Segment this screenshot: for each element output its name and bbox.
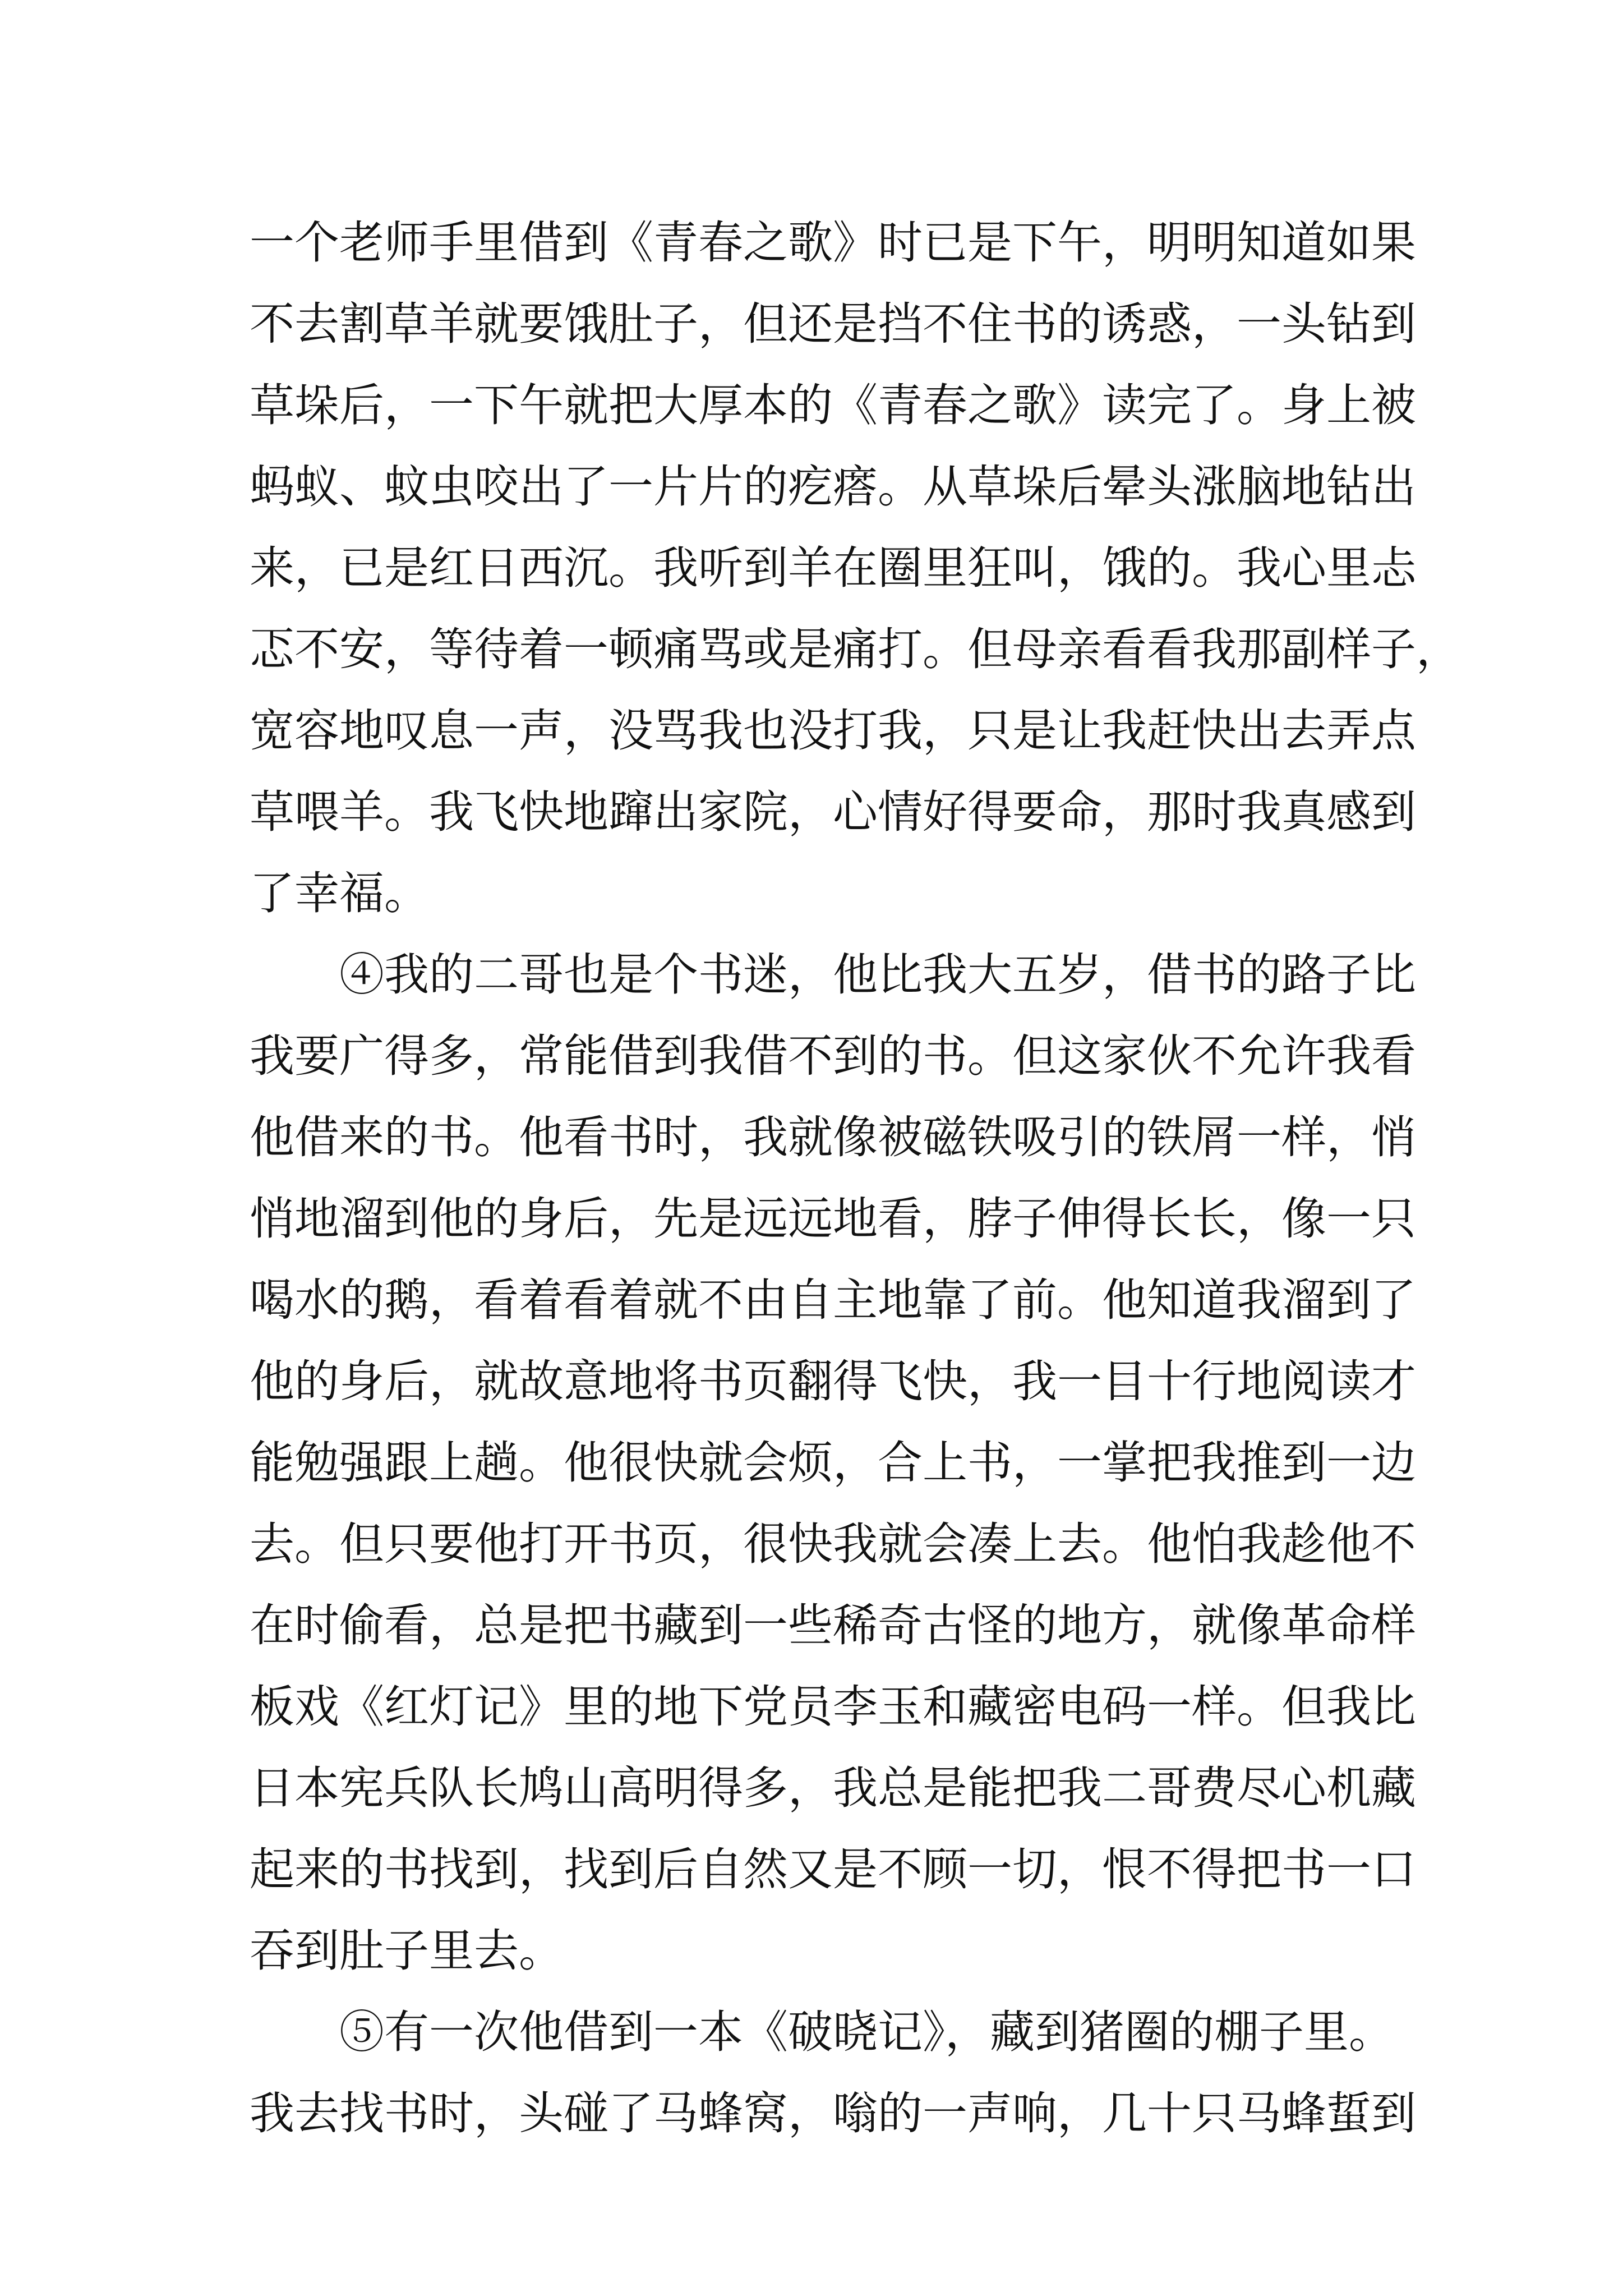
text-line: 蚂蚁、蚊虫咬出了一片片的疙瘩。从草垛后晕头涨脑地钻出 <box>250 461 1416 513</box>
text-line: 板戏《红灯记》里的地下党员李玉和藏密电码一样。但我比 <box>250 1681 1416 1733</box>
text-line: 不去割草羊就要饿肚子，但还是挡不住书的诱惑，一头钻到 <box>250 298 1416 350</box>
text-line: 忑不安，等待着一顿痛骂或是痛打。但母亲看看我那副样子， <box>250 623 1461 675</box>
text-line: 在时偷看，总是把书藏到一些稀奇古怪的地方，就像革命样 <box>250 1599 1416 1651</box>
text-line: 一个老师手里借到《青春之歌》时已是下午，明明知道如果 <box>250 217 1416 269</box>
text-line: 他的身后，就故意地将书页翻得飞快，我一目十行地阅读才 <box>250 1355 1416 1407</box>
text-line: 了幸福。 <box>250 867 429 919</box>
text-line: 他借来的书。他看书时，我就像被磁铁吸引的铁屑一样，悄 <box>250 1111 1416 1163</box>
text-line: ④我的二哥也是个书迷，他比我大五岁，借书的路子比 <box>250 949 1416 1001</box>
text-line: 草喂羊。我飞快地蹿出家院，心情好得要命，那时我真感到 <box>250 786 1416 838</box>
text-line: 来，已是红日西沉。我听到羊在圈里狂叫，饿的。我心里忐 <box>250 542 1416 594</box>
text-line: 吞到肚子里去。 <box>250 1925 564 1977</box>
text-line: 草垛后，一下午就把大厚本的《青春之歌》读完了。身上被 <box>250 379 1416 431</box>
text-line: 去。但只要他打开书页，很快我就会凑上去。他怕我趁他不 <box>250 1518 1416 1570</box>
text-line: 我去找书时，头碰了马蜂窝，嗡的一声响，几十只马蜂蜇到 <box>250 2087 1416 2139</box>
text-line: 能勉强跟上趟。他很快就会烦，合上书，一掌把我推到一边 <box>250 1437 1416 1489</box>
text-line: 起来的书找到，找到后自然又是不顾一切，恨不得把书一口 <box>250 1843 1416 1895</box>
text-line: 悄地溜到他的身后，先是远远地看，脖子伸得长长，像一只 <box>250 1193 1416 1245</box>
text-line: ⑤有一次他借到一本《破晓记》，藏到猪圈的棚子里。 <box>250 2006 1394 2058</box>
text-line: 我要广得多，常能借到我借不到的书。但这家伙不允许我看 <box>250 1030 1416 1082</box>
text-line: 日本宪兵队长鸠山高明得多，我总是能把我二哥费尽心机藏 <box>250 1762 1416 1814</box>
text-line: 宽容地叹息一声，没骂我也没打我，只是让我赶快出去弄点 <box>250 705 1416 757</box>
body-text <box>250 202 1461 2154</box>
text-line: 喝水的鹅，看着看着就不由自主地靠了前。他知道我溜到了 <box>250 1274 1416 1326</box>
